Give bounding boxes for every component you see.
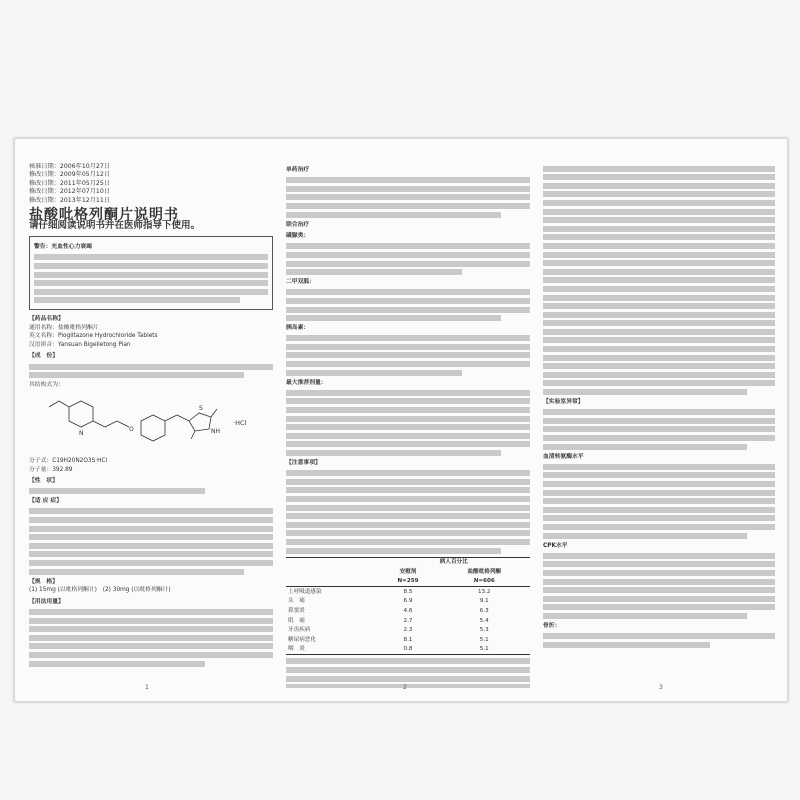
revision-date: 修改日期：2011年05月25日 <box>29 179 110 187</box>
monotherapy-text <box>286 177 530 217</box>
structural-formula-label: 其结构式为： <box>29 381 64 388</box>
molecular-weight: 分子量：392.89 <box>29 466 73 473</box>
section-usage: 【用法用量】 <box>29 598 64 605</box>
common-name: 通用名称：盐酸吡格列酮片 <box>29 324 99 331</box>
heading-lab-abnormalities: 【实验室异常】 <box>543 399 584 406</box>
drug-value: 5.3 <box>479 627 489 634</box>
column-1 <box>29 163 273 688</box>
col-drug: 盐酸吡格列酮 <box>467 568 502 575</box>
svg-text:S: S <box>199 405 203 413</box>
lab-text <box>543 409 775 449</box>
section-properties: 【性 状】 <box>29 478 58 485</box>
metformin-text <box>286 289 530 321</box>
properties-text <box>29 488 273 494</box>
row-label: 糖尿病恶化 <box>288 636 316 643</box>
page-number: 3 <box>659 684 663 691</box>
placebo-value: 2.3 <box>403 627 413 634</box>
column-2 <box>286 163 530 688</box>
table-row <box>286 607 530 617</box>
fracture-text <box>543 633 775 648</box>
placebo-value: 4.6 <box>403 608 413 614</box>
table-footnote-text <box>286 658 530 688</box>
drug-value: 9.1 <box>479 598 489 605</box>
svg-text:NH: NH <box>211 428 220 436</box>
row-label: 肌 痛 <box>288 617 305 624</box>
heading-precautions: 【注意事项】 <box>286 460 321 466</box>
table-group-header: 病人百分比 <box>378 557 531 567</box>
cpk-text <box>543 553 775 619</box>
placebo-value: 8.5 <box>403 588 413 595</box>
page-number: 1 <box>145 684 149 691</box>
drug-value: 5.1 <box>479 636 489 643</box>
pyridine-ring <box>69 401 93 427</box>
row-label: 上呼吸道感染 <box>288 588 322 595</box>
heading-max-dose: 最大推荐剂量： <box>286 379 327 386</box>
placebo-value: 2.7 <box>403 617 413 624</box>
svg-text:O: O <box>129 426 134 434</box>
usage-text <box>29 609 273 667</box>
section-indications: 【适 应 症】 <box>29 498 63 505</box>
page-number: 2 <box>403 684 407 691</box>
placebo-value: 8.1 <box>403 636 413 643</box>
transaminase-text <box>543 464 775 539</box>
heading-fracture: 骨折： <box>543 622 561 629</box>
heading-transaminase: 血清转氨酶水平 <box>543 453 584 460</box>
heading-monotherapy: 单药治疗 <box>286 167 310 173</box>
column-3 <box>543 163 775 688</box>
section-ingredients: 【成 份】 <box>29 353 58 360</box>
drug-value: 5.1 <box>438 645 530 655</box>
specification-values: (1) 15mg (以吡格列酮计) (2) 30mg (以吡格列酮计) <box>29 587 171 594</box>
svg-text:N: N <box>79 430 84 438</box>
pinyin-name: 汉语拼音：Yansuan Bigelietong Pian <box>29 341 131 348</box>
revision-date: 修改日期：2012年07月10日 <box>29 188 110 196</box>
thiazolidinedione-ring <box>189 413 211 431</box>
row-label: 牙齿疾病 <box>288 627 311 634</box>
column3-intro-text <box>543 166 775 395</box>
row-label: 鼻窦炎 <box>288 608 305 614</box>
drug-value: 5.4 <box>479 617 489 624</box>
table-corner-3 <box>286 577 378 587</box>
drug-value: 6.3 <box>479 608 489 614</box>
n-drug: N=606 <box>438 577 530 587</box>
table-row <box>286 597 530 607</box>
table-row <box>286 587 530 597</box>
molecular-formula: 分子式：C19H20N2O3S·HCl <box>29 457 108 464</box>
insulin-text <box>286 335 530 375</box>
heading-sulfonylurea: 磺脲类： <box>286 233 310 240</box>
section-specification: 【规 格】 <box>29 578 58 585</box>
row-label: 头 痛 <box>288 598 305 605</box>
hcl-label: ·HCl <box>233 419 247 428</box>
placebo-value: 6.9 <box>403 598 413 605</box>
section-drug-name: 【药品名称】 <box>29 315 64 322</box>
col-placebo: 安慰剂 <box>399 568 417 575</box>
heading-insulin: 胰岛素： <box>286 325 310 332</box>
table-row <box>286 626 530 636</box>
n-placebo: N=259 <box>378 577 439 587</box>
warning-text <box>34 254 268 303</box>
precautions-text <box>286 470 530 553</box>
table-corner <box>286 557 378 567</box>
revision-date: 修改日期：2009年05月12日 <box>29 171 110 179</box>
table-row <box>286 635 530 645</box>
leaflet-sheet <box>14 138 788 702</box>
revision-date: 核准日期：2006年10月27日 <box>29 163 110 170</box>
ingredients-text <box>29 364 273 379</box>
table-row <box>286 616 530 626</box>
english-name: 英文名称：Pioglitazone Hydrochloride Tablets <box>29 333 158 340</box>
warning-heading: 警告：充血性心力衰竭 <box>34 244 92 251</box>
revision-date: 修改日期：2013年12月11日 <box>29 196 110 204</box>
adverse-events-table <box>286 557 530 656</box>
chemical-structure <box>29 393 265 449</box>
table-row <box>286 645 530 655</box>
row-label: 咽 炎 <box>286 645 378 655</box>
indications-text <box>29 508 273 574</box>
heading-cpk: CPK水平 <box>543 542 568 549</box>
drug-value: 13.2 <box>478 588 491 595</box>
placebo-value: 0.8 <box>378 645 439 655</box>
benzene-ring <box>141 415 165 441</box>
document-title: 盐酸吡格列酮片说明书 <box>29 207 179 224</box>
heading-metformin: 二甲双胍： <box>286 279 315 286</box>
heading-combination: 联合治疗 <box>286 221 310 228</box>
warning-box <box>29 236 273 310</box>
document-subtitle: 请仔细阅读说明书并在医师指导下使用。 <box>29 219 201 231</box>
revision-dates <box>29 163 273 205</box>
table-corner-2 <box>286 567 378 577</box>
sulfonylurea-text <box>286 243 530 275</box>
max-dose-text <box>286 390 530 456</box>
